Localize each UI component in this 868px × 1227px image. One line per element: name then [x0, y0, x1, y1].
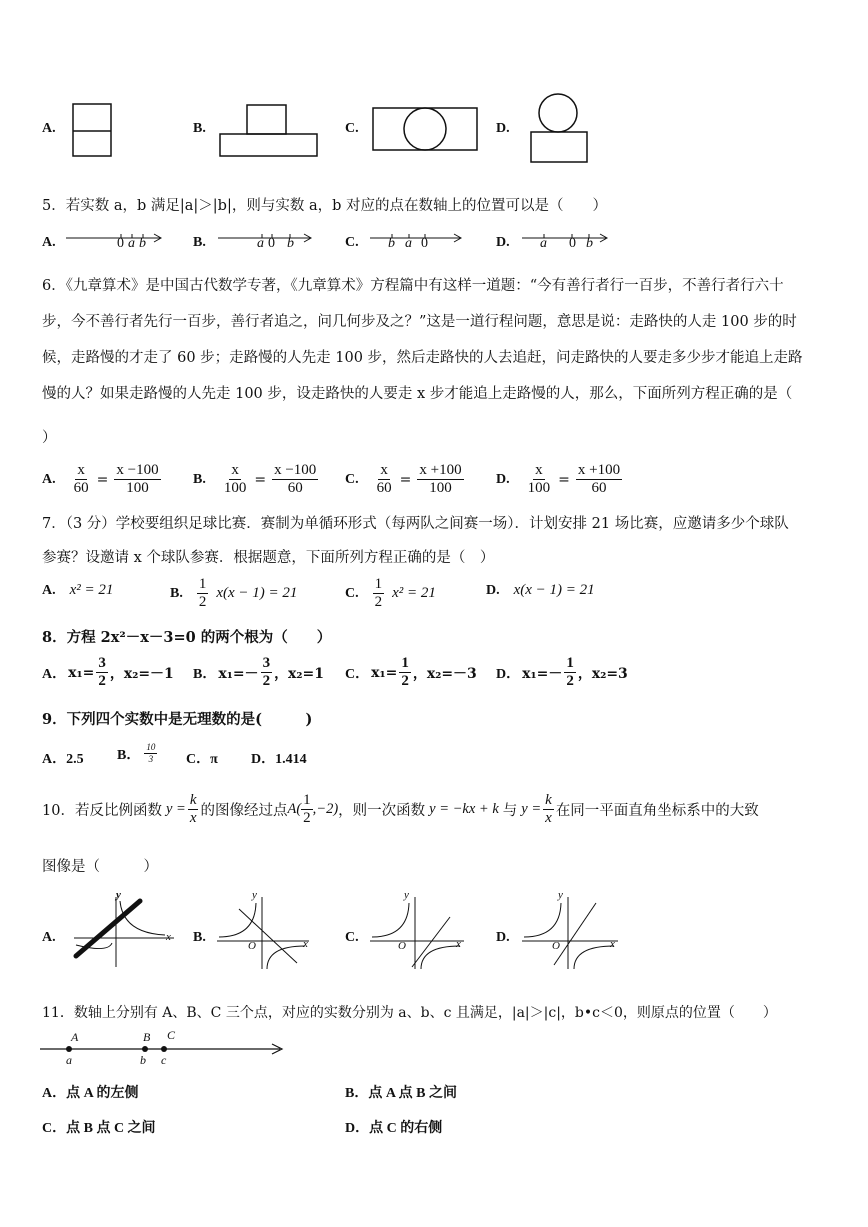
q10-c-y-label: y: [404, 889, 409, 901]
q5-option-c-label: C.: [345, 235, 359, 250]
q11-stem: 11．数轴上分别有 A、B、C 三个点，对应的实数分别为 a、b、c 且满足，|a|＞|c|，b•c＜0，则原点的位置（ ）: [42, 1005, 777, 1021]
q5-number-line-d: [522, 230, 614, 252]
q10-k-over-x-2: [543, 792, 554, 827]
q10-stem-line-2: 图像是（ ）: [42, 859, 158, 875]
q10-option-c-label: C.: [345, 930, 359, 945]
q8-option-d: [496, 655, 628, 690]
q8-b-num: 3: [262, 655, 271, 671]
q10-y-equals-2: y =: [521, 801, 542, 817]
q10-stem-line-1: [42, 792, 759, 827]
q10-point-rest: ,−2): [312, 801, 339, 817]
q10-a-x-label: x: [166, 931, 171, 943]
q9-option-b: [117, 742, 157, 765]
q5-b-a: a: [257, 236, 264, 251]
q4-option-a-label: A.: [42, 121, 56, 136]
q8-option-c: [345, 655, 477, 690]
q10-point-a: A(: [287, 801, 302, 817]
q5-d-zero: 0: [569, 236, 576, 251]
q6-d-left-den: 100: [527, 480, 551, 496]
q4-figure-b: [219, 104, 319, 158]
q6-option-d-label: D.: [496, 471, 510, 487]
q6-option-b-label: B.: [193, 471, 206, 487]
q6-d-equals: =: [558, 471, 570, 488]
q5-b-b: b: [287, 236, 294, 251]
q4-option-d-label: D.: [496, 121, 510, 136]
q10-text-4: 与: [502, 803, 518, 819]
q8-c-den: 2: [401, 673, 409, 689]
q10-point-fraction: [301, 792, 313, 827]
q10-graph-b: [215, 893, 317, 971]
q7-option-c: [345, 576, 436, 611]
q6-option-c: [345, 462, 464, 497]
q6-d-right-fraction: [576, 462, 622, 497]
q5-c-a: a: [405, 236, 412, 251]
q5-option-d-label: D.: [496, 235, 510, 250]
q11-point-a-label: A: [71, 1030, 79, 1044]
q6-line-5: ）: [42, 430, 57, 446]
q6-a-right-fraction: [114, 462, 160, 497]
q6-d-right-den: 60: [591, 480, 607, 496]
q6-option-b: [193, 462, 318, 497]
q10-x-2: x: [545, 810, 552, 826]
q5-d-b: b: [586, 236, 593, 251]
q10-b-x-label: x: [303, 938, 308, 950]
q6-a-left-num: x: [77, 462, 85, 478]
q5-stem: 5．若实数 a，b 满足|a|＞|b|，则与实数 a，b 对应的点在数轴上的位置可以是（ ）: [42, 198, 607, 214]
q8-d-x1: x₁=－: [522, 665, 563, 682]
q7-option-c-label: C.: [345, 585, 359, 601]
q4-figure-c: [372, 106, 480, 154]
q6-b-right-fraction: [272, 462, 318, 497]
q8-option-d-label: D．: [496, 666, 521, 682]
q10-text-2: 的图像经过点: [200, 803, 288, 819]
q8-option-b-label: B．: [193, 666, 217, 682]
q7-b-num: 1: [198, 576, 207, 592]
q6-c-right-den: 100: [429, 480, 452, 496]
q8-d-fraction: [564, 655, 576, 690]
q6-option-a-label: A.: [42, 471, 56, 487]
q6-line-3: 候，走路慢的才走了 60 步；走路慢的人先走 100 步，然后走路快的人去追赶，问走路快的人要走多少步才能追上走路: [42, 350, 803, 366]
q4-figure-d: [528, 93, 590, 165]
q7-line-2: 参赛？设邀请 x 个球队参赛．根据题意，下面所列方程正确的是（ ）: [42, 550, 495, 566]
q7-c-den: 2: [374, 594, 383, 610]
q7-option-b-label: B.: [170, 585, 183, 601]
q10-c-origin: O: [398, 940, 406, 952]
q7-option-d-label: D.: [486, 582, 500, 598]
q6-option-d: [496, 462, 622, 497]
q5-d-a: a: [540, 236, 547, 251]
q4-option-b-label: B.: [193, 121, 206, 136]
q7-option-b: [170, 576, 297, 611]
q6-b-equals: =: [254, 471, 267, 488]
q6-b-right-den: 60: [287, 480, 303, 496]
q8-option-a: [42, 655, 174, 690]
q5-a-a: a: [128, 236, 135, 251]
q10-c-x-label: x: [456, 938, 461, 950]
q9-b-den: 3: [148, 754, 154, 764]
q7-line-1: 7．（3 分）学校要组织足球比赛．赛制为单循环形式（每两队之间赛一场）．计划安排 21 场比赛，应邀请多少个球队: [42, 516, 789, 532]
q10-b-y-label: y: [252, 889, 257, 901]
q5-number-line-c: [370, 230, 470, 252]
q6-a-right-den: 100: [126, 480, 149, 496]
q5-option-a-label: A.: [42, 235, 56, 250]
q8-b-x2: ，x₂=1: [274, 665, 325, 682]
q6-c-left-den: 60: [376, 480, 392, 496]
q6-a-equals: =: [96, 471, 109, 488]
q7-c-expression: x² = 21: [392, 585, 436, 601]
q7-b-expression: x(x − 1) = 21: [216, 585, 298, 601]
q6-b-right-num: x −100: [274, 462, 317, 478]
q11-option-d: D．点 C 的右侧: [345, 1121, 443, 1136]
q11-value-a: a: [66, 1053, 72, 1067]
q10-pt-den: 2: [303, 810, 311, 826]
q8-option-c-label: C．: [345, 666, 370, 682]
q8-option-a-label: A．: [42, 666, 67, 682]
q8-d-num: 1: [566, 655, 574, 671]
q9-option-d: D．1.414: [251, 752, 307, 767]
q10-x: x: [189, 810, 197, 826]
q10-d-origin: O: [552, 940, 560, 952]
q7-option-d: [486, 582, 595, 599]
q5-a-zero: 0: [117, 236, 124, 251]
q10-k: k: [189, 792, 197, 808]
q8-c-num: 1: [401, 655, 409, 671]
q10-text-5: 在同一平面直角坐标系中的大致: [555, 803, 759, 819]
q8-option-b: [193, 655, 324, 690]
q11-value-b: b: [140, 1053, 146, 1067]
q6-b-left-den: 100: [223, 480, 247, 496]
q8-b-den: 2: [262, 673, 271, 689]
q8-b-x1: x₁=－: [218, 665, 259, 682]
q7-option-a-label: A.: [42, 582, 56, 598]
q8-a-fraction: [96, 655, 108, 690]
q10-text-3: ，则一次函数: [338, 803, 426, 819]
q8-c-x1: x₁=: [371, 664, 398, 681]
q6-c-left-num: x: [380, 462, 388, 478]
q6-d-left-num: x: [535, 462, 543, 478]
q10-y-equals: y =: [165, 801, 186, 817]
q9-option-c: C．π: [186, 752, 218, 767]
q11-point-b-label: B: [143, 1030, 151, 1044]
q6-line-4: 慢的人？如果走路慢的人先走 100 步，设走路快的人要走 x 步才能追上走路慢的人，那么，下面所列方程正确的是（: [42, 386, 793, 402]
q6-b-left-fraction: [222, 462, 249, 497]
q11-option-c: C．点 B 点 C 之间: [42, 1121, 156, 1136]
q8-d-x2: ，x₂=3: [577, 665, 628, 682]
q5-option-b-label: B.: [193, 235, 206, 250]
q8-b-fraction: [261, 655, 273, 690]
q6-d-left-fraction: [526, 462, 553, 497]
q7-b-den: 2: [198, 594, 207, 610]
q11-value-c: c: [161, 1053, 167, 1067]
q7-c-num: 1: [374, 576, 383, 592]
q4-option-c-label: C.: [345, 121, 359, 136]
q8-c-x2: ，x₂=－3: [412, 665, 477, 682]
q10-graph-c: [368, 893, 470, 971]
q6-c-left-fraction: [375, 462, 394, 497]
q5-a-b: b: [139, 236, 146, 251]
q7-b-fraction: [197, 576, 209, 611]
q7-a-expression: x² = 21: [69, 582, 114, 598]
q6-option-c-label: C.: [345, 471, 359, 487]
q7-d-expression: x(x − 1) = 21: [513, 582, 595, 598]
q8-a-num: 3: [98, 655, 106, 671]
q10-k-over-x: [188, 792, 199, 827]
q11-option-a: A．点 A 的左侧: [42, 1086, 139, 1101]
q11-option-b: B．点 A 点 B 之间: [345, 1086, 458, 1101]
q8-a-x2: ，x₂=－1: [109, 665, 174, 682]
q6-line-2: 步，今不善行者先行一百步，善行者追之，问几何步及之？”这是一道行程问题，意思是说：走路快的人走 100 步的时: [42, 314, 797, 330]
q10-option-d-label: D.: [496, 930, 510, 945]
q6-a-left-den: 60: [73, 480, 89, 496]
q5-c-zero: 0: [421, 236, 428, 251]
q8-c-fraction: [399, 655, 411, 690]
q7-option-a: [42, 582, 113, 599]
q4-figure-a: [72, 103, 114, 159]
q11-point-c-label: C: [167, 1028, 176, 1042]
q6-c-equals: =: [399, 471, 412, 488]
q6-a-right-num: x −100: [116, 462, 159, 478]
q10-option-b-label: B.: [193, 930, 206, 945]
q10-a-y-label: y: [116, 889, 121, 901]
q6-d-right-num: x +100: [577, 462, 621, 478]
q6-b-left-num: x: [231, 462, 239, 478]
q10-d-x-label: x: [610, 938, 615, 950]
q5-c-b: b: [388, 236, 395, 251]
q10-d-y-label: y: [558, 889, 563, 901]
q6-c-right-num: x +100: [419, 462, 462, 478]
q8-stem: 8．方程 2x²－x－3=0 的两个根为（ ）: [42, 629, 332, 646]
q9-b-fraction: [144, 742, 157, 765]
q6-c-right-fraction: [417, 462, 463, 497]
q5-number-line-a: [66, 230, 166, 252]
q10-text-1: 10．若反比例函数: [42, 803, 162, 819]
q7-c-fraction: [373, 576, 385, 611]
q9-stem: 9．下列四个实数中是无理数的是( ): [42, 711, 313, 728]
q10-pt-num: 1: [303, 792, 311, 808]
q8-a-den: 2: [98, 673, 106, 689]
q6-line-1: 6．《九章算术》是中国古代数学专著，《九章算术》方程篇中有这样一道题：“今有善行者行一百步，不善行者行六十: [42, 278, 784, 294]
q10-graph-d: [520, 893, 624, 971]
q10-b-origin: O: [248, 940, 256, 952]
q10-k-2: k: [545, 792, 552, 808]
q8-a-x1: x₁=: [68, 664, 95, 681]
q5-b-zero: 0: [268, 236, 275, 251]
q10-option-a-label: A.: [42, 930, 56, 945]
q9-option-b-label: B．: [117, 747, 141, 763]
q10-linear: y = −kx + k: [429, 801, 499, 817]
q8-d-den: 2: [566, 673, 574, 689]
q9-option-a: A．2.5: [42, 752, 84, 767]
q6-a-left-fraction: [72, 462, 91, 497]
q6-option-a: [42, 462, 161, 497]
q9-b-num: 10: [146, 742, 156, 752]
